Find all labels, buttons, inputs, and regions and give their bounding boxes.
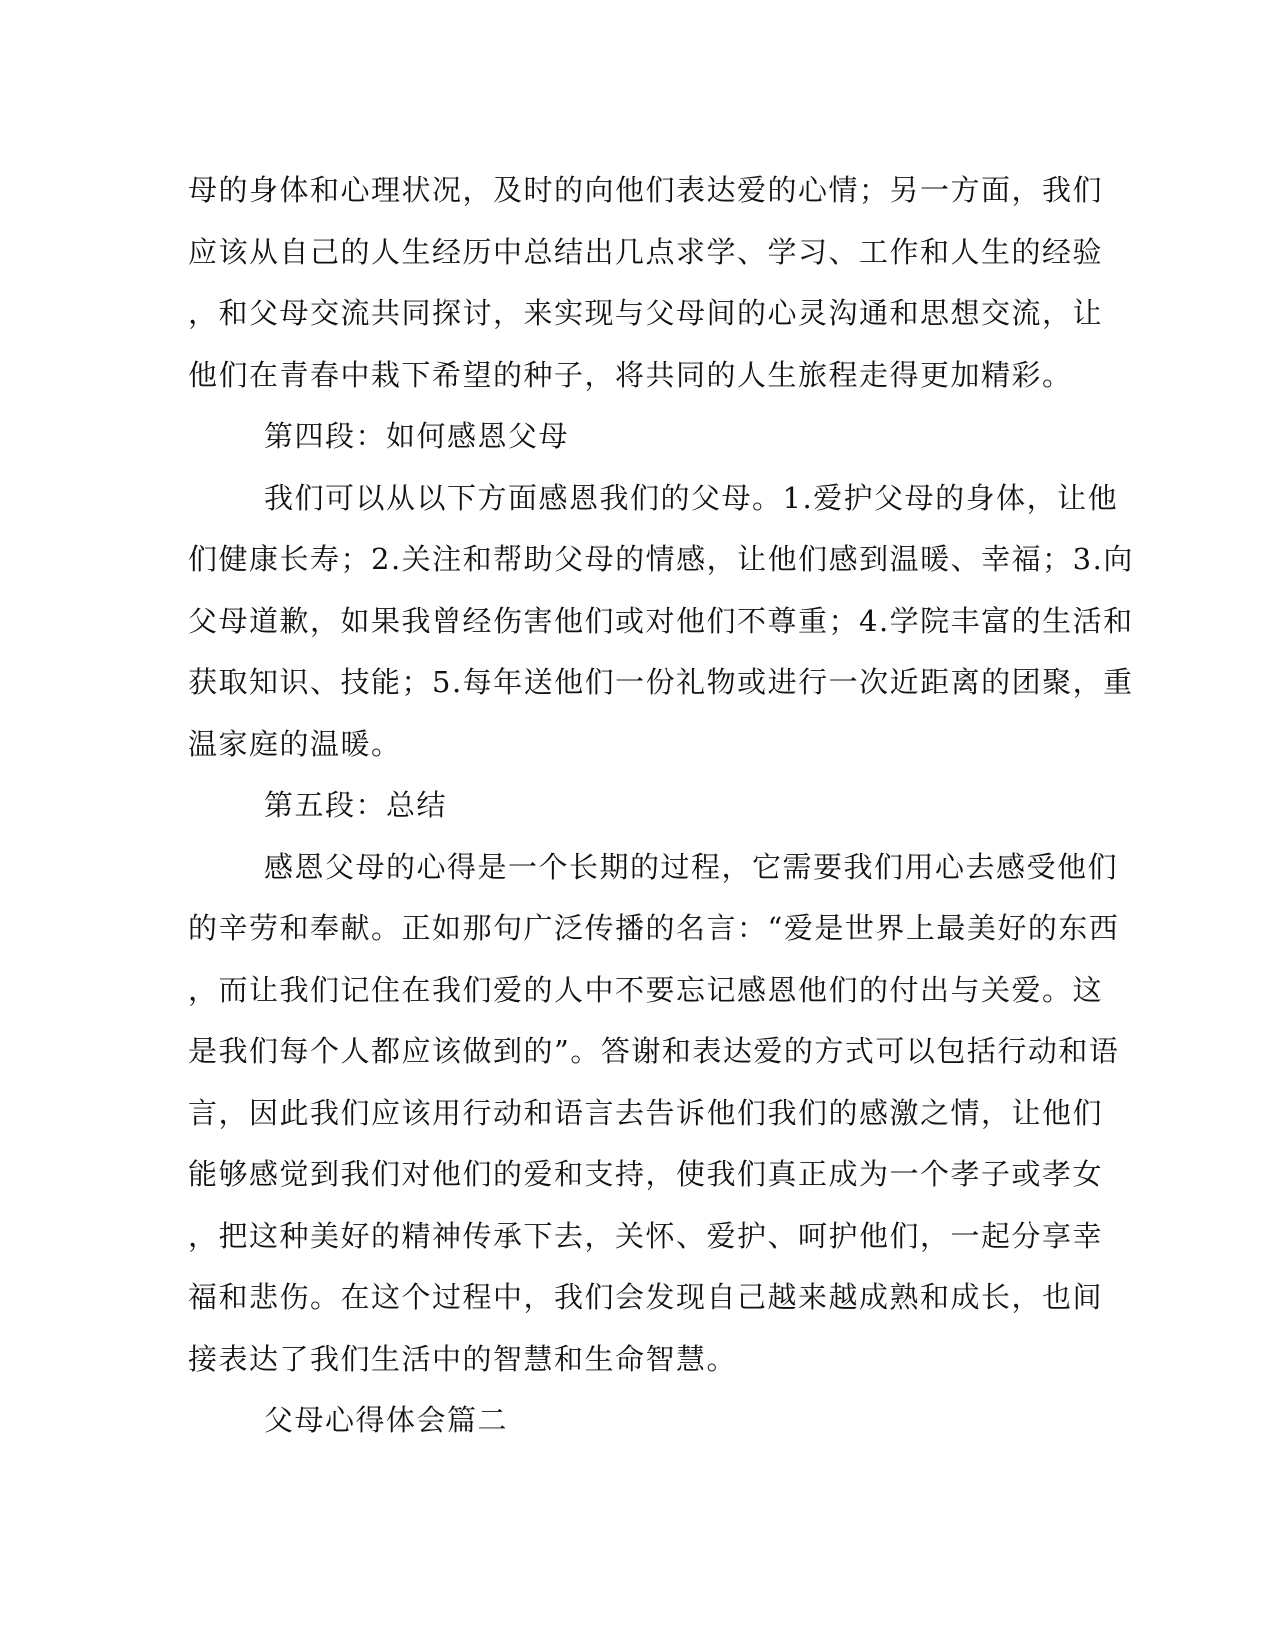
text-line: 获取知识、技能；5.每年送他们一份礼物或进行一次近距离的团聚，重 (188, 665, 1134, 699)
section-heading: 第五段：总结 (264, 788, 448, 822)
text-line: 们健康长寿；2.关注和帮助父母的情感，让他们感到温暖、幸福；3.向 (188, 542, 1134, 576)
document-body (188, 160, 1134, 1452)
text-line: 的辛劳和奉献。正如那句广泛传播的名言：“爱是世界上最美好的东西 (188, 911, 1120, 945)
text-line: ，把这种美好的精神传承下去，关怀、爱护、呵护他们，一起分享幸 (188, 1218, 1104, 1253)
text-line: 我们可以从以下方面感恩我们的父母。1.爱护父母的身体，让他 (264, 480, 1119, 515)
text-line: 他们在青春中栽下希望的种子，将共同的人生旅程走得更加精彩。 (188, 357, 1073, 392)
text-line: 是我们每个人都应该做到的”。答谢和表达爱的方式可以包括行动和语 (188, 1034, 1120, 1068)
text-line: 言，因此我们应该用行动和语言去告诉他们我们的感激之情，让他们 (188, 1095, 1104, 1130)
section-heading: 父母心得体会篇二 (264, 1403, 509, 1437)
text-line: ，和父母交流共同探讨，来实现与父母间的心灵沟通和思想交流，让 (188, 296, 1104, 330)
text-line: 接表达了我们生活中的智慧和生命智慧。 (188, 1341, 738, 1376)
text-line: 福和悲伤。在这个过程中，我们会发现自己越来越成熟和成长，也间 (188, 1280, 1104, 1314)
text-line: 母的身体和心理状况，及时的向他们表达爱的心情；另一方面，我们 (188, 173, 1104, 207)
text-line: 温家庭的温暖。 (188, 726, 402, 761)
text-line: 父母道歉，如果我曾经伤害他们或对他们不尊重；4.学院丰富的生活和 (188, 603, 1134, 638)
text-line: 应该从自己的人生经历中总结出几点求学、学习、工作和人生的经验 (188, 234, 1104, 269)
text-line: 能够感觉到我们对他们的爱和支持，使我们真正成为一个孝子或孝女 (188, 1157, 1104, 1191)
text-line: ，而让我们记住在我们爱的人中不要忘记感恩他们的付出与关爱。这 (188, 972, 1104, 1007)
section-heading: 第四段：如何感恩父母 (264, 419, 570, 453)
text-line: 感恩父母的心得是一个长期的过程，它需要我们用心去感受他们 (264, 849, 1119, 884)
